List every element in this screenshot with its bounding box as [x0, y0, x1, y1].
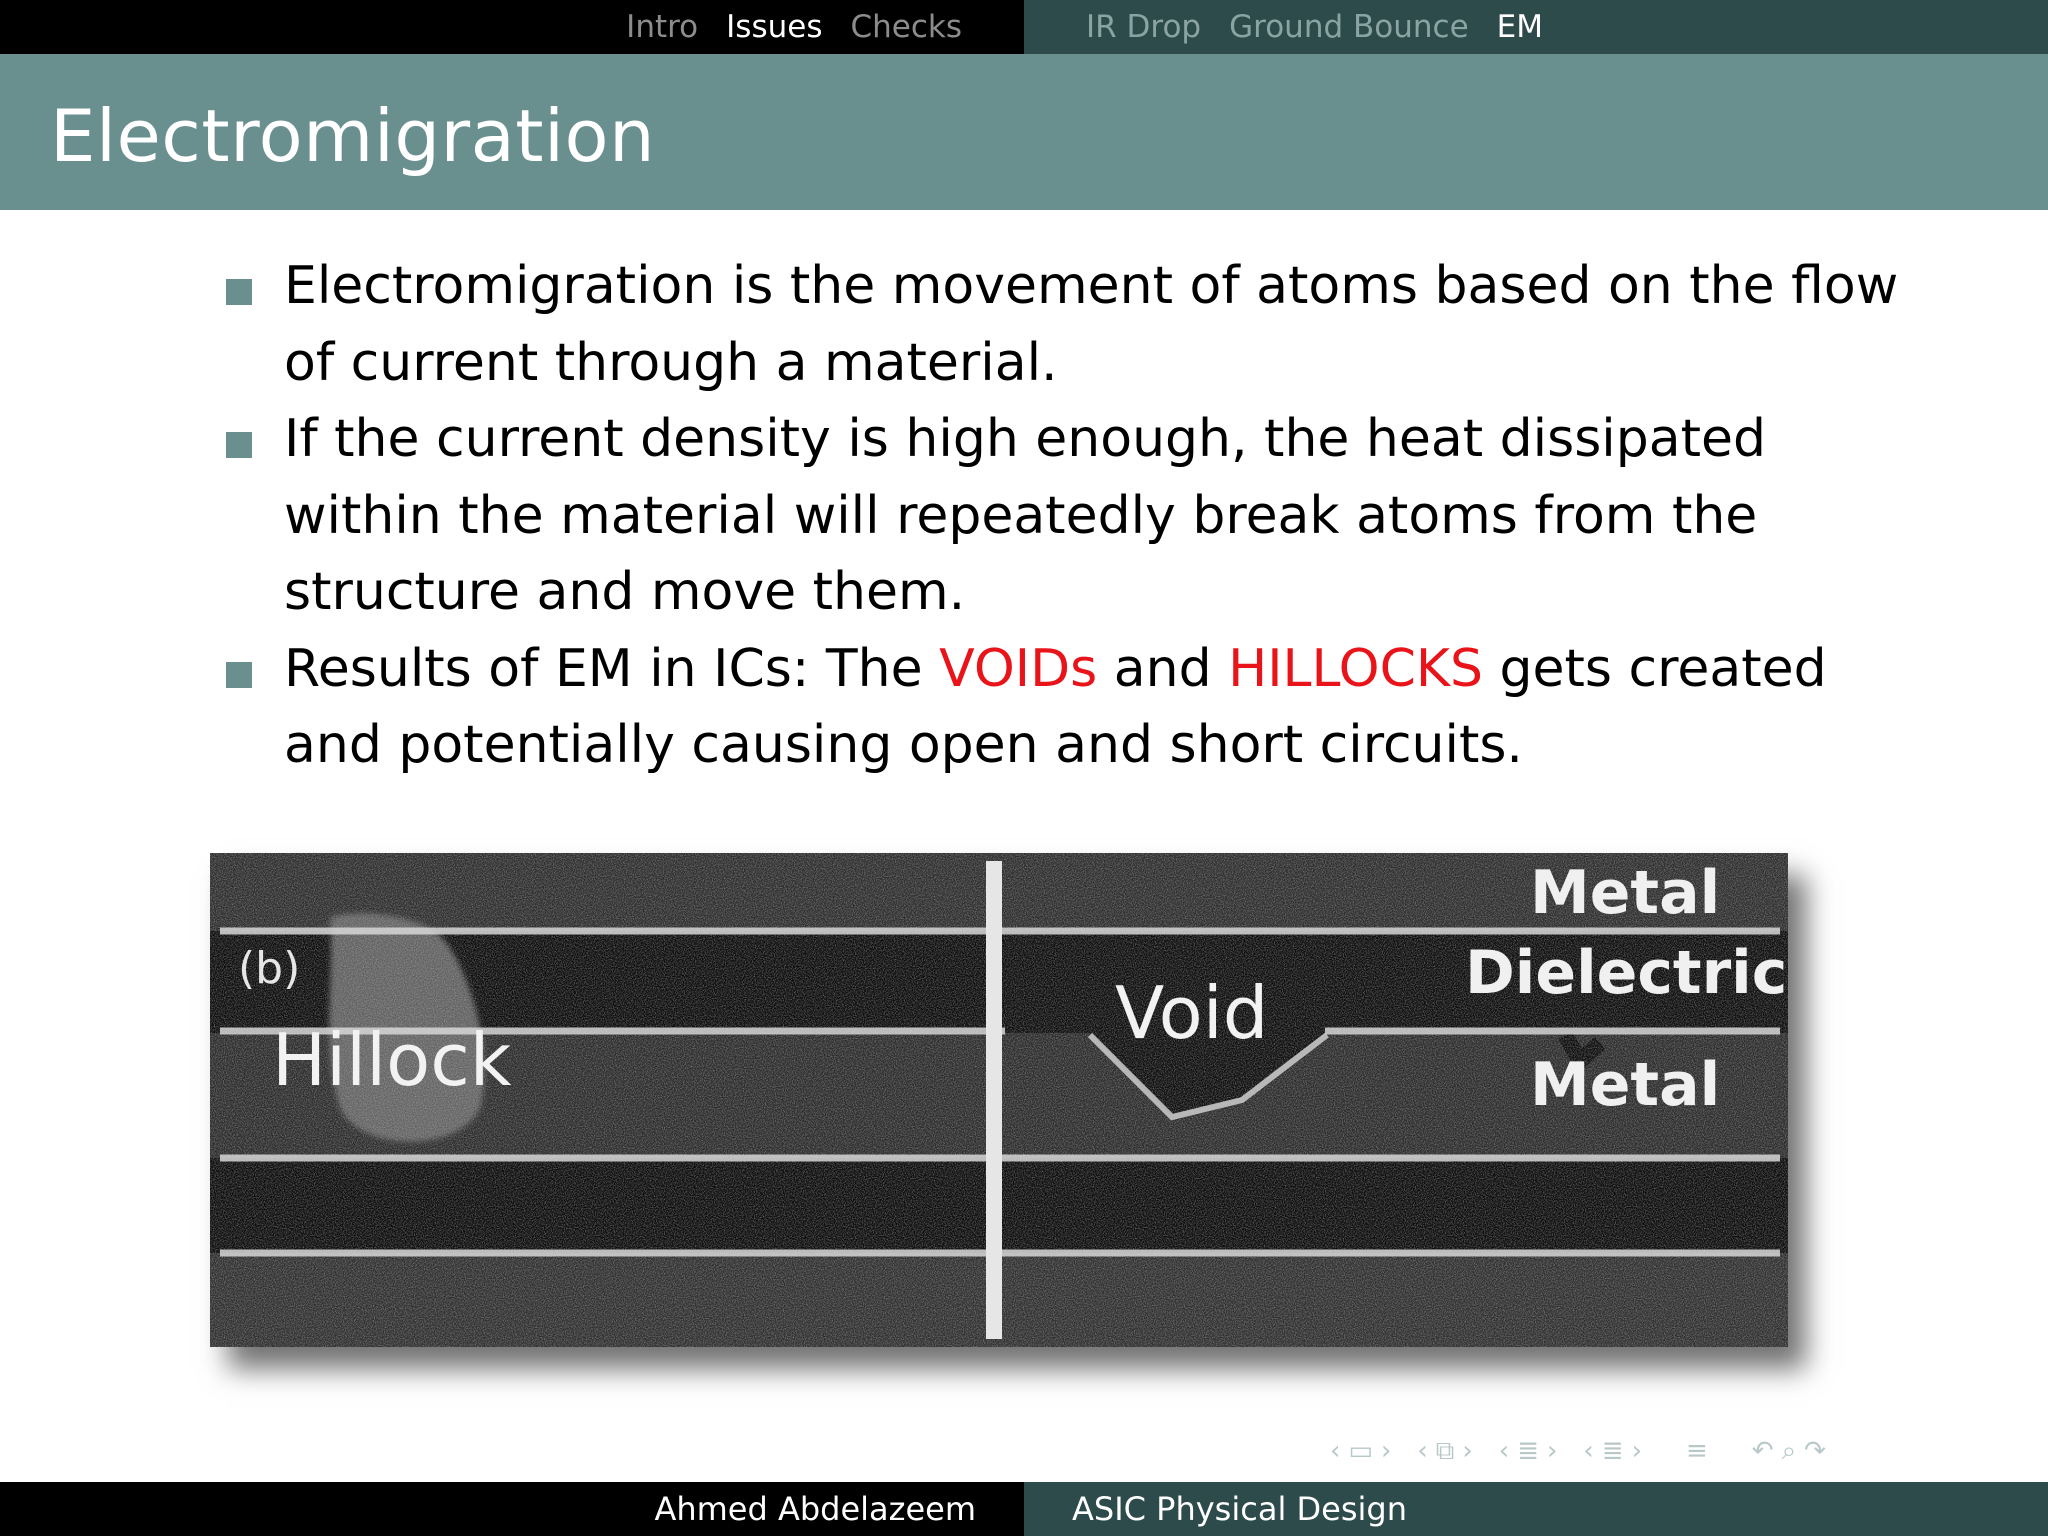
bullet-item — [222, 631, 1902, 784]
align-icon[interactable]: ≡ — [1686, 1436, 1708, 1466]
footer-bar — [0, 1482, 2048, 1536]
panel-label: (b) — [238, 943, 301, 994]
arrow-left-icon[interactable]: ‹ — [1498, 1436, 1510, 1466]
top-navigation-bar — [0, 0, 2048, 54]
undo-icon[interactable]: ↶ — [1751, 1436, 1774, 1466]
arrow-left-icon[interactable]: ‹ — [1417, 1436, 1428, 1466]
redo-icon[interactable]: ↷ — [1804, 1436, 1826, 1466]
bullet-text: If the current density is high enough, the heat dissipated within the material will repeatedly break atoms from the structure and move them. — [284, 409, 1766, 622]
micrograph-image — [210, 853, 1788, 1347]
bullet-item — [222, 248, 1902, 401]
nav-subsection-em[interactable]: EM — [1496, 9, 1543, 45]
slide-title: Electromigration — [50, 94, 656, 178]
em-micrograph-figure — [210, 853, 1788, 1347]
nav-subsection-ground-bounce[interactable]: Ground Bounce — [1229, 9, 1469, 45]
metal-bottom-label: Metal — [1530, 1050, 1721, 1120]
hillocks-highlight: HILLOCKS — [1228, 638, 1483, 699]
arrow-right-icon[interactable]: › — [1546, 1436, 1558, 1466]
footer-course-box — [1024, 1482, 2048, 1536]
arrow-left-icon[interactable]: ‹ — [1330, 1436, 1341, 1466]
bullet-square-icon — [226, 432, 252, 458]
void-label: Void — [1115, 971, 1269, 1055]
panel-divider — [986, 861, 1002, 1339]
arrow-left-icon[interactable]: ‹ — [1583, 1436, 1594, 1466]
voids-highlight: VOIDs — [939, 638, 1098, 699]
title-band — [0, 54, 2048, 210]
nav-section-issues[interactable]: Issues — [726, 9, 823, 45]
nav-section-checks[interactable]: Checks — [850, 9, 962, 45]
bullet-text: Electromigration is the movement of atoms based on the flow of current through a material. — [284, 256, 1899, 393]
arrow-right-icon[interactable]: › — [1380, 1436, 1392, 1466]
document-icon[interactable]: ≣ — [1601, 1436, 1624, 1466]
footer-author: Ahmed Abdelazeem — [654, 1490, 976, 1528]
metal-top-label: Metal — [1530, 858, 1721, 928]
bullet-text-mid: and — [1097, 638, 1229, 699]
subsection-nav — [1024, 0, 2048, 54]
section-icon[interactable]: ≣ — [1517, 1436, 1539, 1466]
bullet-item — [222, 401, 1902, 631]
footer-course: ASIC Physical Design — [1072, 1490, 1407, 1528]
bullet-text-post: gets created and potentially causing open and short circuits. — [284, 638, 1827, 775]
frame-icon[interactable]: ▭ — [1348, 1436, 1373, 1466]
bullet-square-icon — [226, 662, 252, 688]
hillock-label: Hillock — [272, 1018, 512, 1102]
bullet-square-icon — [226, 279, 252, 305]
subsection-icon[interactable]: ⧉ — [1435, 1435, 1455, 1466]
bullet-list — [222, 248, 1902, 784]
bullet-text-pre: Results of EM in ICs: The — [284, 638, 940, 699]
nav-section-intro[interactable]: Intro — [626, 9, 699, 45]
arrow-right-icon[interactable]: › — [1462, 1436, 1473, 1466]
nav-symbols — [1326, 1434, 1830, 1468]
arrow-right-icon[interactable]: › — [1631, 1436, 1642, 1466]
footer-author-box — [0, 1482, 1024, 1536]
section-nav — [0, 0, 1024, 54]
dielectric-label: Dielectric — [1465, 938, 1788, 1008]
search-icon[interactable]: ⌕ — [1781, 1435, 1797, 1466]
nav-subsection-ir-drop[interactable]: IR Drop — [1086, 9, 1202, 45]
